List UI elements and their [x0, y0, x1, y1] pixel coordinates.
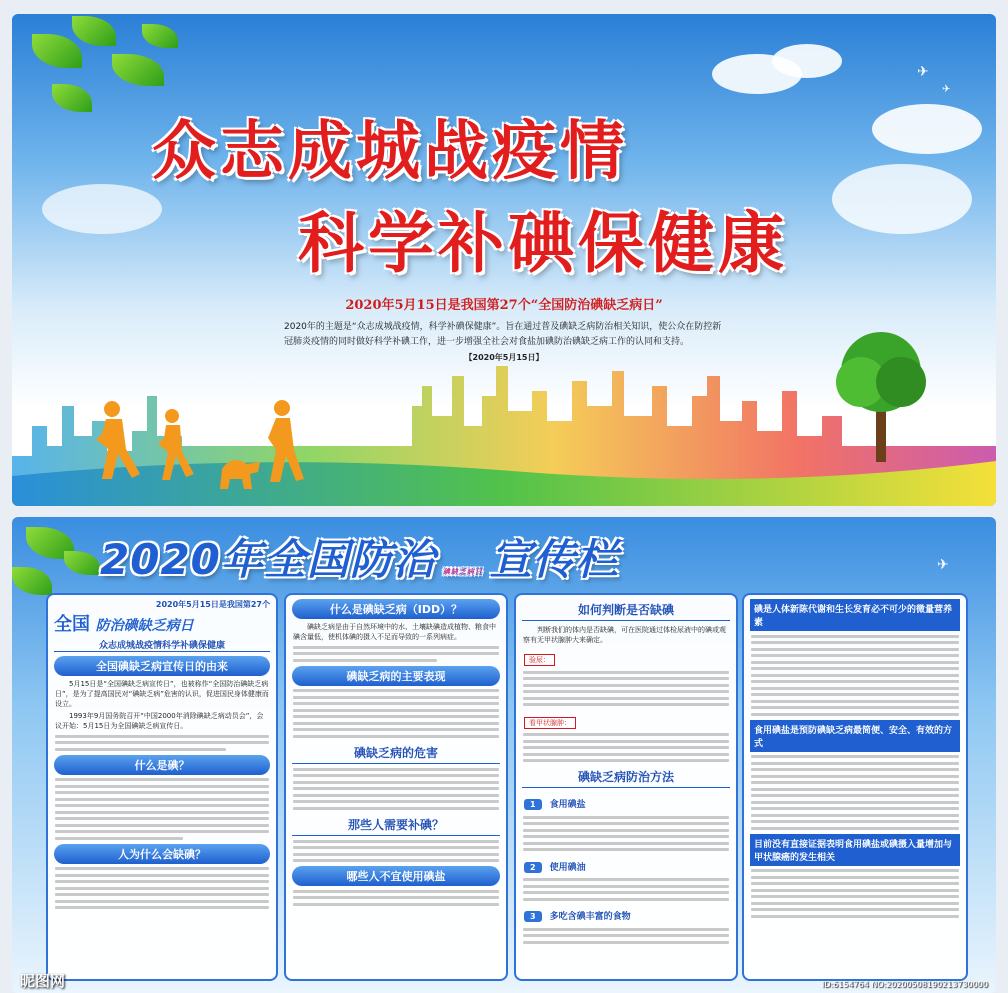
tree-illustration: [836, 322, 926, 462]
section-header: 什么是碘？: [54, 755, 270, 775]
cloud: [872, 104, 982, 154]
paragraph: 判断我们的体内是否缺碘，可在医院通过体检尿液中的碘或观察有无甲状腺肿大来确定。: [523, 626, 726, 644]
text-lines: [523, 878, 729, 901]
leaf-decoration: [112, 54, 164, 86]
cloud: [832, 164, 972, 234]
board-title-part3: 宣传栏: [489, 535, 619, 584]
top-banner: [12, 14, 996, 506]
subtitle: 2020年5月15日是我国第27个“全国防治碘缺乏病日”: [345, 298, 663, 313]
text-lines: [55, 735, 269, 751]
step-number: 1: [524, 799, 542, 810]
text-lines: [55, 867, 269, 909]
logo-big2: 防治碘缺乏病日: [95, 618, 194, 634]
text-lines: [751, 869, 959, 918]
text-lines: [293, 689, 499, 738]
step-number: 3: [524, 911, 542, 922]
paragraph: 5月15日是“全国碘缺乏病宣传日”，也被称作“全国防治碘缺乏病日”，是为了提高国民对“碘缺乏病”危害的认识，促进国民身体健康而设立。: [55, 680, 269, 708]
watermark-logo: 昵图网: [20, 972, 66, 990]
column-4: [742, 593, 968, 981]
leaf-decoration: [32, 34, 82, 68]
leaf-decoration: [52, 84, 92, 112]
runners-silhouette: [82, 394, 322, 504]
logo-big: 全国: [54, 614, 90, 635]
section-header: 那些人需要补碘？: [292, 816, 500, 836]
text-lines: [293, 890, 499, 906]
cloud: [42, 184, 162, 234]
section-header: 目前没有直接证据表明食用碘盐或碘摄入量增加与甲状腺癌的发生相关: [750, 834, 960, 866]
date-label: 【2020年5月15日】: [464, 353, 544, 362]
bird-icon: ✈: [942, 84, 951, 95]
section-header: 食用碘盐是预防碘缺乏病最简便、安全、有效的方式: [750, 720, 960, 752]
leaf-decoration: [12, 567, 52, 595]
text-lines: [293, 840, 499, 863]
section-header: 全国碘缺乏病宣传日的由来: [54, 656, 270, 676]
sub-label: 看甲状腺肿：: [524, 717, 576, 729]
text-lines: [523, 928, 729, 944]
section-header: 碘是人体新陈代谢和生长发育必不可少的微量营养素: [750, 599, 960, 631]
leaf-decoration: [142, 24, 178, 48]
section-header: 如何判断是否缺碘: [522, 601, 730, 621]
watermark-id: ID:6154764 NO:20200508190213730000: [821, 980, 988, 989]
logo-slogan: 众志成城战疫情科学补碘保健康: [54, 638, 270, 652]
section-header: 碘缺乏病的危害: [292, 744, 500, 764]
section-header: 碘缺乏病的主要表现: [292, 666, 500, 686]
logo-block: [54, 599, 270, 636]
column-2: [284, 593, 508, 981]
intro-text: 2020年的主题是“众志成城战疫情，科学补碘保健康”。旨在通过普及碘缺乏病防治相关知识，使公众在防控新冠肺炎疫情的同时做好科学补碘工作，进一步增强全社会对食盐加碘防治碘缺乏病工作的认同和支持。: [284, 322, 722, 347]
board-title: [100, 527, 960, 587]
main-title-line1: 众志成城战疫情: [152, 115, 628, 189]
text-lines: [751, 635, 959, 716]
main-title-line2: 科学补碘保健康: [298, 205, 788, 282]
text-lines: [523, 671, 729, 707]
section-header: 哪些人不宜使用碘盐: [292, 866, 500, 886]
logo-date: 2020年5月15日是我国第27个: [155, 600, 270, 609]
text-lines: [55, 778, 269, 840]
leaf-decoration: [64, 551, 100, 575]
paragraph: 碘缺乏病是由于自然环境中的水、土壤缺碘造成植物、粮食中碘含量低，使机体碘的摄入不足而导致的一系列病症。: [293, 623, 496, 641]
board-title-part1: 2020年全国防治: [100, 535, 436, 584]
bird-icon: ✈: [937, 557, 949, 573]
column-3: [514, 593, 738, 981]
bird-icon: ✈: [917, 64, 929, 80]
cloud: [772, 44, 842, 78]
board-title-part2: 碘缺乏病日: [442, 568, 483, 576]
text-lines: [293, 646, 499, 662]
paragraph: 1993年9月国务院召开“中国2000年消除碘缺乏病动员会”，会议开始：5月15日为全国碘缺乏病宣传日。: [55, 712, 264, 730]
sub-label: 验尿：: [524, 654, 555, 666]
section-header: 人为什么会缺碘？: [54, 844, 270, 864]
leaf-decoration: [72, 16, 116, 46]
text-lines: [293, 768, 499, 810]
step-label: 食用碘盐: [549, 800, 586, 810]
step-label: 使用碘油: [549, 862, 586, 873]
section-header: 什么是碘缺乏病（IDD）？: [292, 599, 500, 619]
column-1: [46, 593, 278, 981]
text-lines: [523, 816, 729, 852]
step-label: 多吃含碘丰富的食物: [549, 912, 631, 922]
step-number: 2: [524, 862, 542, 873]
text-lines: [751, 755, 959, 830]
text-lines: [523, 733, 729, 762]
section-header: 碘缺乏病防治方法: [522, 768, 730, 788]
bottom-board: [12, 517, 996, 993]
